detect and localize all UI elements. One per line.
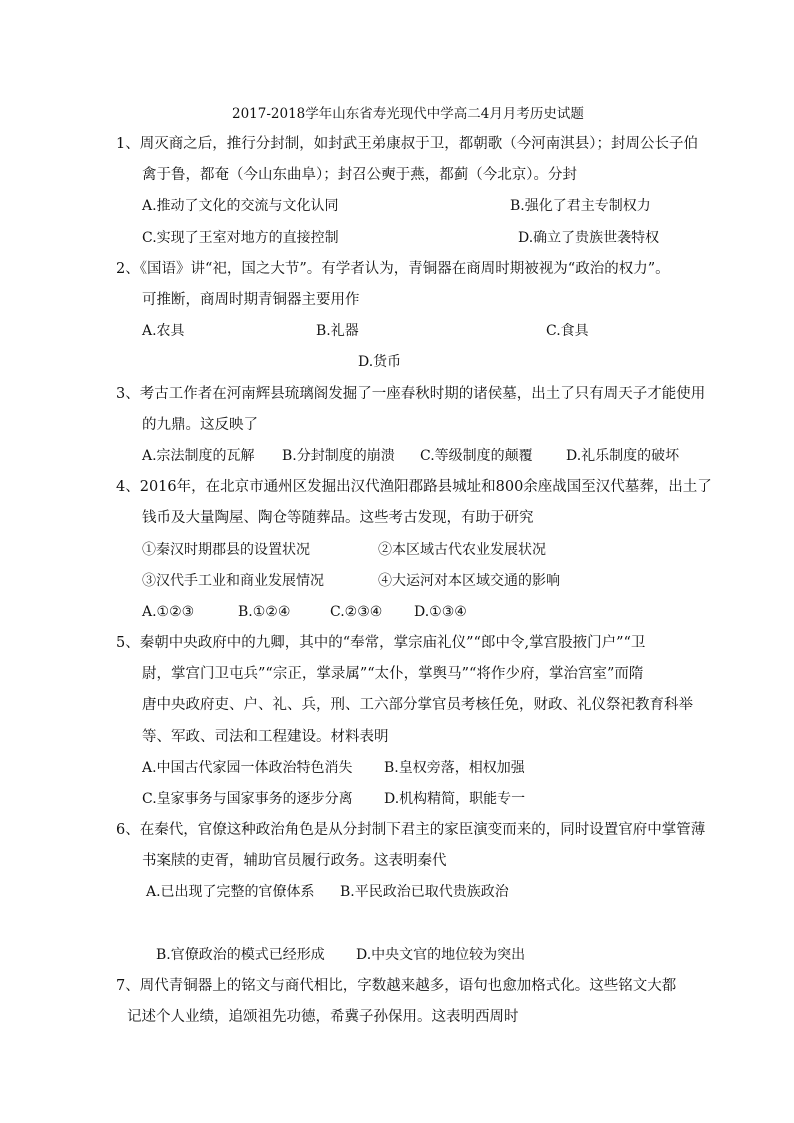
question-5-stem-cont-1: 尉，掌宫门卫屯兵”“宗正，掌录属”“太仆，掌舆马”“将作少府，掌治宫室”而隋 [142, 666, 644, 682]
question-6-option-b: B.平民政治已取代贵族政治 [340, 884, 509, 900]
question-5-option-d: D.机构精简，职能专一 [384, 791, 526, 807]
question-1-stem-cont: 禽于鲁，都奄（今山东曲阜）；封召公奭于燕，都蓟（今北京）。分封 [142, 167, 577, 183]
question-2-stem: 2、《国语》讲“祀，国之大节”。有学者认为，青铜器在商周时期被视为“政治的权力”。 [116, 261, 670, 277]
question-4-option-b: B.①②④ [238, 604, 291, 620]
question-3-option-c: C.等级制度的颠覆 [420, 448, 533, 464]
question-1-option-d: D.确立了贵族世袭特权 [518, 230, 660, 246]
question-4-option-c: C.②③④ [330, 604, 383, 620]
page-title: 2017-2018学年山东省寿光现代中学高二4月月考历史试题 [232, 106, 584, 122]
question-6-stem: 6、在秦代，官僚这种政治角色是从分封制下君主的家臣演变而来的，同时设置官府中掌管薄 [116, 822, 706, 838]
question-3-option-a: A.宗法制度的瓦解 [142, 448, 255, 464]
question-4-option-a: A.①②③ [142, 604, 195, 620]
question-4-stem-cont: 钱币及大量陶屋、陶仓等随葬品。这些考古发现，有助于研究 [142, 510, 534, 526]
question-7-stem-cont: 记述个人业绩，追颂祖先功德，希冀子孙保用。这表明西周时 [127, 1009, 519, 1025]
question-5-option-a: A.中国古代家园一体政治特色消失 [142, 760, 353, 776]
question-3-option-d: D.礼乐制度的破坏 [566, 448, 680, 464]
question-2-option-a: A.农具 [142, 323, 185, 339]
question-4-statement-1: ①秦汉时期郡县的设置状况 [142, 542, 310, 558]
question-4-statement-2: ②本区域古代农业发展状况 [378, 542, 546, 558]
question-6-stem-cont: 书案牍的吏胥，辅助官员履行政务。这表明秦代 [142, 853, 447, 869]
question-3-option-b: B.分封制度的崩溃 [282, 448, 395, 464]
question-4-option-d: D.①③④ [414, 604, 467, 620]
question-3-stem: 3、考古工作者在河南辉县琉璃阁发掘了一座春秋时期的诸侯墓，出土了只有周天子才能使用 [116, 386, 706, 402]
question-6-option-a: A.已出现了完整的官僚体系 [146, 884, 315, 900]
question-5-stem-cont-2: 唐中央政府吏、户、礼、兵，刑、工六部分掌官员考核任免，财政、礼仪祭祀教育科举 [142, 697, 693, 713]
question-5-stem-cont-3: 等、军政、司法和工程建设。材料表明 [142, 729, 389, 745]
question-2-option-b: B.礼器 [316, 323, 359, 339]
question-2-option-d: D.货币 [358, 354, 402, 370]
question-2-stem-cont: 可推断，商周时期青铜器主要用作 [142, 292, 360, 308]
question-1-option-a: A.推动了文化的交流与文化认同 [142, 198, 339, 214]
question-4-stem: 4、2016年，在北京市通州区发掘出汉代渔阳郡路县城址和800余座战国至汉代墓葬，出土了 [116, 479, 712, 495]
question-4-statement-4: ④大运河对本区域交通的影响 [378, 573, 560, 589]
question-1-stem: 1、周灭商之后，推行分封制，如封武王弟康叔于卫，都朝歌（今河南淇县）；封周公长子伯 [116, 136, 698, 152]
question-7-stem: 7、周代青铜器上的铭文与商代相比，字数越来越多，语句也愈加格式化。这些铭文大都 [116, 978, 677, 994]
question-3-stem-cont: 的九鼎。这反映了 [142, 417, 258, 433]
question-4-statement-3: ③汉代手工业和商业发展情况 [142, 573, 324, 589]
question-6-option-d: D.中央文官的地位较为突出 [356, 947, 526, 963]
question-1-option-b: B.强化了君主专制权力 [510, 198, 651, 214]
question-2-option-c: C.食具 [546, 323, 589, 339]
question-5-option-b: B.皇权旁落，相权加强 [384, 760, 525, 776]
question-5-stem: 5、秦朝中央政府中的九卿，其中的“奉常，掌宗庙礼仪”“郎中令,掌宫股掖门户”“卫 [116, 635, 646, 651]
question-1-option-c: C.实现了王室对地方的直接控制 [142, 230, 339, 246]
question-5-option-c: C.皇家事务与国家事务的逐步分离 [142, 791, 353, 807]
question-6-option-c: B.官僚政治的模式已经形成 [156, 947, 325, 963]
